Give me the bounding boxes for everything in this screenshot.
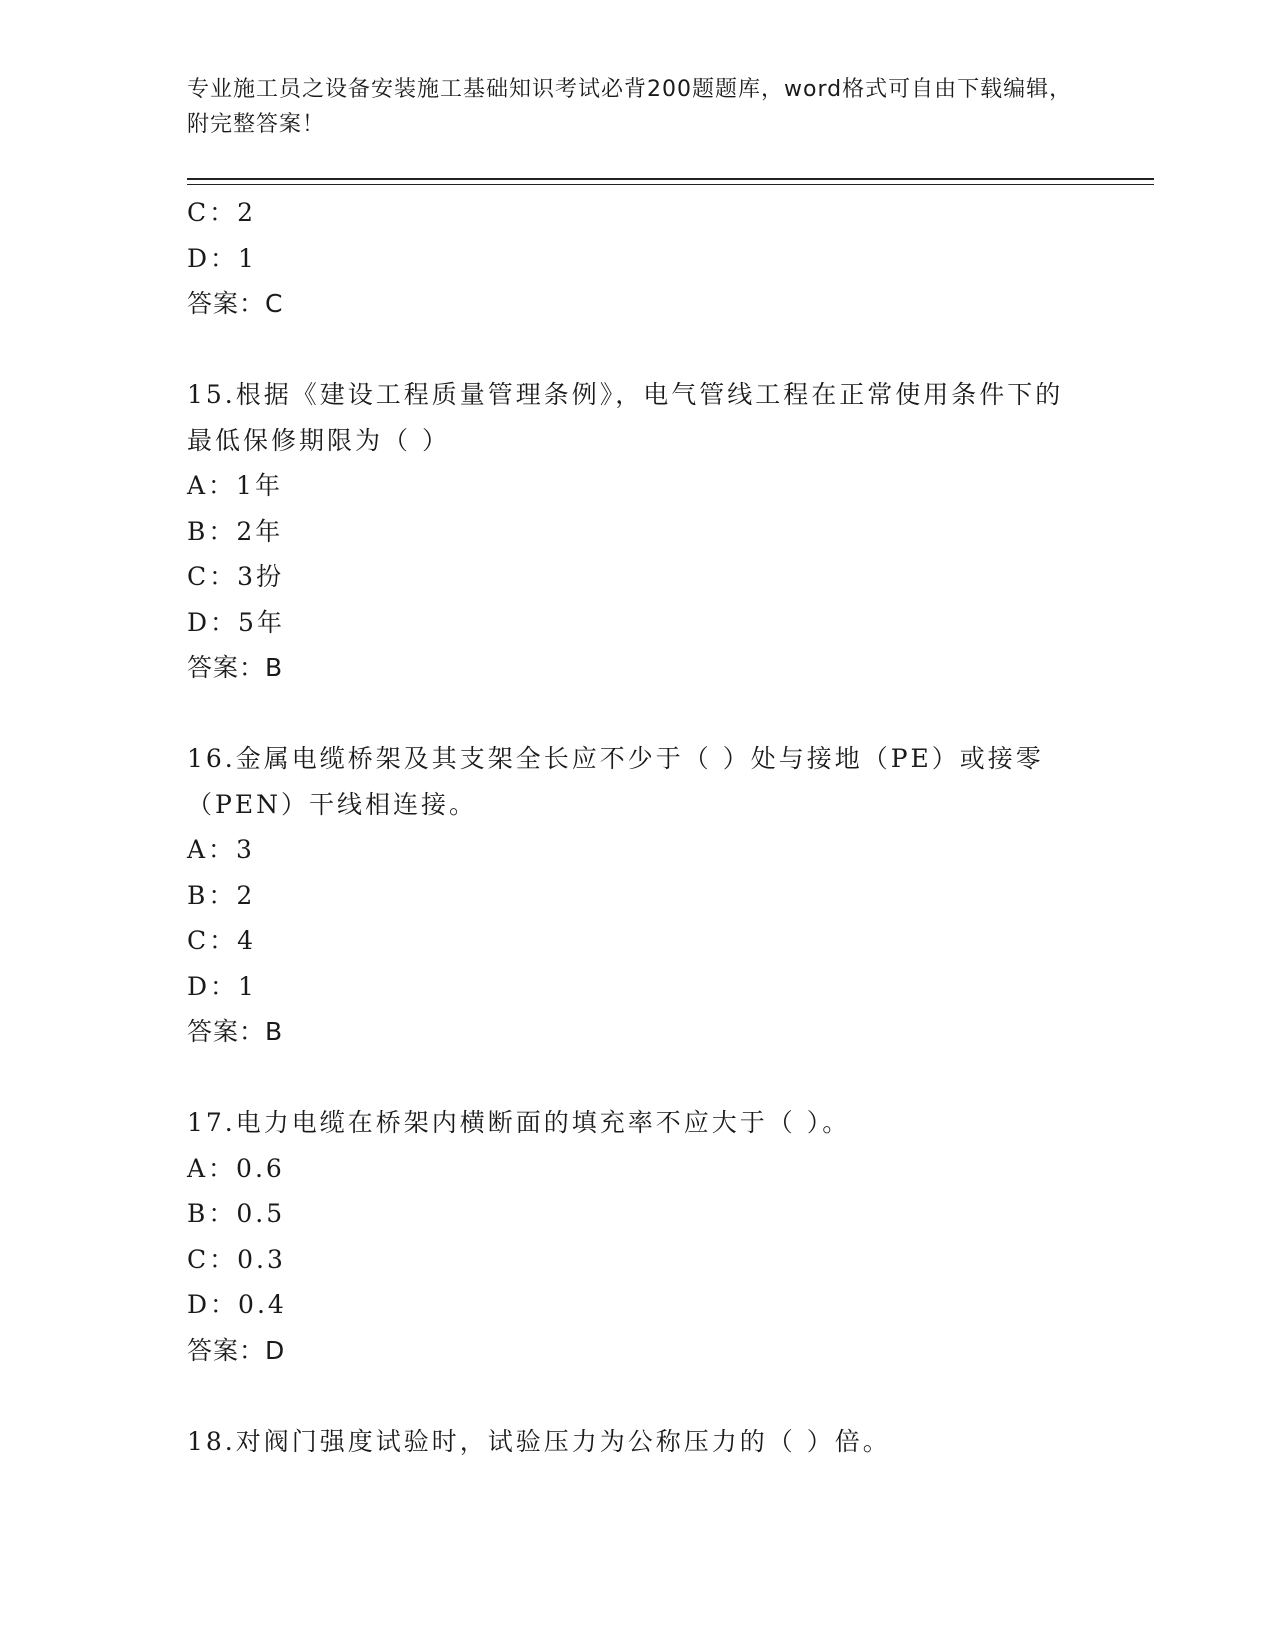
spacer <box>187 1373 1087 1419</box>
option-d: D：0.4 <box>187 1290 287 1319</box>
question-text: 15.根据《建设工程质量管理条例》，电气管线工程在正常使用条件下的最低保修期限为（ ） <box>187 380 1064 455</box>
option-a: A：3 <box>187 835 255 864</box>
answer-line: 答案：B <box>187 653 284 682</box>
carryover-block <box>187 190 1087 327</box>
option-a: A：0.6 <box>187 1153 285 1183</box>
option-d: D：1 <box>187 971 257 1001</box>
option-b: B：0.5 <box>187 1199 286 1228</box>
document-header-title: 专业施工员之设备安装施工基础知识考试必背200题题库，word格式可自由下载编辑，附完整答案！ <box>187 77 1073 137</box>
option-b: B：2年 <box>187 516 284 546</box>
question-text: 18.对阀门强度试验时，试验压力为公称压力的（ ）倍。 <box>187 1426 891 1456</box>
document-body <box>187 190 1087 1464</box>
answer-line: 答案：C <box>187 289 284 318</box>
option-c: C：4 <box>187 926 257 955</box>
answer-line: 答案：D <box>187 1335 286 1365</box>
option-c: C：3扮 <box>187 562 285 591</box>
option-c: C：0.3 <box>187 1244 286 1274</box>
spacer <box>187 1055 1087 1101</box>
header-divider <box>187 178 1154 185</box>
question-16 <box>187 736 1087 1055</box>
spacer <box>187 691 1087 737</box>
option-d: D：1 <box>187 243 257 273</box>
option-a: A：1年 <box>187 471 283 500</box>
question-text: 16.金属电缆桥架及其支架全长应不少于（ ）处与接地（PE）或接零（PEN）干线相连接。 <box>187 744 1044 819</box>
question-17 <box>187 1100 1087 1373</box>
question-text: 17.电力电缆在桥架内横断面的填充率不应大于（ ）。 <box>187 1108 851 1137</box>
question-18 <box>187 1419 1087 1465</box>
spacer <box>187 327 1087 373</box>
option-b: B：2 <box>187 880 256 910</box>
question-15 <box>187 372 1087 691</box>
option-d: D：5年 <box>187 607 285 637</box>
option-c: C：2 <box>187 198 257 227</box>
answer-line: 答案：B <box>187 1017 284 1046</box>
